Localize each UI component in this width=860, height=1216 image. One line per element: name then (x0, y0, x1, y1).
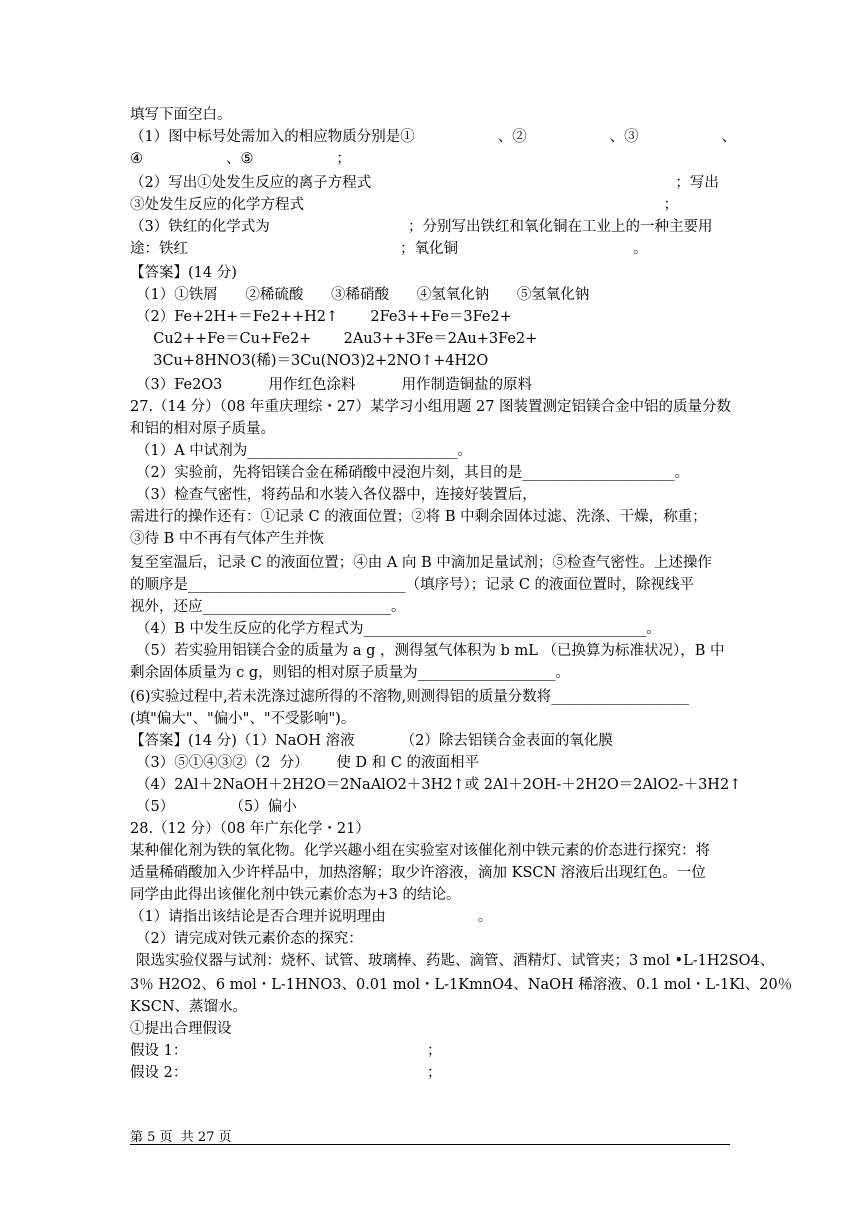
text-line: （4）B 中发生反应的化学方程式为_______________________________________。 (136, 621, 661, 637)
text-line: 和铝的相对原子质量。 (130, 421, 275, 437)
text-line: （1）①铁屑 ②稀硫酸 ③稀硝酸 ④氢氧化钠 ⑤氢氧化钠 (136, 287, 590, 303)
text-line: 【答案】(14 分) (130, 265, 237, 281)
text-line: 限选实验仪器与试剂：烧杯、试管、玻璃棒、药匙、滴管、酒精灯、试管夹；3 mol •L-1H2SO4、 (136, 953, 775, 969)
text-line: 复至室温后，记录 C 的液面位置；④由 A 向 B 中滴加足量试剂；⑤检查气密性。上述操作 (130, 555, 712, 571)
text-line: ④ 、⑤ ； (130, 151, 351, 167)
text-line: （1）图中标号处需加入的相应物质分别是① 、② 、③ 、 (130, 129, 737, 145)
text-line: 【答案】(14 分)（1）NaOH 溶液 （2）除去铝镁合金表面的氧化膜 (130, 733, 613, 749)
text-line: 28.（12 分）（08 年广东化学・21） (130, 821, 370, 837)
text-line: (填"偏大"、"偏小"、"不受影响")。 (130, 711, 356, 727)
text-line: ①提出合理假设 (130, 1021, 232, 1037)
text-line: （3）铁红的化学式为 ；分别写出铁红和氧化铜在工业上的一种主要用 (130, 219, 713, 235)
text-line: （4）2Al＋2NaOH＋2H2O＝2NaAlO2＋3H2↑或 2Al＋2OH-＋2H2O＝2AlO2-＋3H2↑ (136, 777, 742, 793)
text-line: (6)实验过程中,若未洗涤过滤所得的不溶物,则测得铝的质量分数将___________________ (130, 689, 690, 705)
text-line: （2）Fe+2H+＝Fe2++H2↑ 2Fe3++Fe＝3Fe2+ (136, 309, 512, 325)
text-line: 3％ H2O2、6 mol・L-1HNO3、0.01 mol・L-1KmnO4、NaOH 稀溶液、0.1 mol・L-1Kl、20％ (130, 977, 793, 993)
text-line: （1）请指出该结论是否合理并说明理由 。 (130, 909, 493, 925)
page-footer: 第 5 页 共 27 页 (130, 1130, 232, 1145)
text-line: 视外，还应__________________________。 (130, 599, 406, 615)
text-line: （3）Fe2O3 用作红色涂料 用作制造铜盐的原料 (136, 377, 533, 393)
text-line: （2）实验前，先将铝镁合金在稀硝酸中浸泡片刻，其目的是_____________________。 (136, 465, 689, 481)
text-line: 同学由此得出该催化剂中铁元素价态为+3 的结论。 (130, 887, 461, 903)
text-line: KSCN、蒸馏水。 (130, 999, 248, 1015)
text-line: （5）若实验用铝镁合金的质量为 a g ，测得氢气体积为 b mL （已换算为标准状况），B 中 (136, 643, 725, 659)
text-line: 某种催化剂为铁的氧化物。化学兴趣小组在实验室对该催化剂中铁元素的价态进行探究：将 (130, 843, 710, 859)
text-line: ③待 B 中不再有气体产生并恢 (130, 531, 324, 547)
text-line: 27.（14 分）（08 年重庆理综・27）某学习小组用题 27 图装置测定铝镁合金中铝的质量分数 (130, 399, 732, 415)
text-line: （2）请完成对铁元素价态的探究： (136, 931, 363, 947)
text-line: （2）写出①处发生反应的离子方程式 ；写出 (130, 175, 719, 191)
text-line: （3）检查气密性，将药品和水装入各仪器中，连接好装置后， (136, 487, 537, 503)
footer-rule (130, 1144, 730, 1145)
text-line: 假设 2： ； (130, 1065, 442, 1081)
text-line: 3Cu+8HNO3(稀)＝3Cu(NO3)2+2NO↑+4H2O (144, 353, 489, 369)
text-line: 途：铁红 ；氧化铜 。 (130, 241, 648, 257)
text-line: 假设 1： ； (130, 1043, 442, 1059)
text-line: 填写下面空白。 (130, 107, 232, 123)
text-line: 的顺序是______________________________（填序号）；记录 C 的液面位置时，除视线平 (130, 577, 695, 593)
text-line: （3）⑤①④③②（2 分） 使 D 和 C 的液面相平 (136, 755, 479, 771)
text-line: Cu2++Fe＝Cu+Fe2+ 2Au3++3Fe＝2Au+3Fe2+ (144, 331, 538, 347)
text-line: 适量稀硝酸加入少许样品中，加热溶解；取少许溶液，滴加 KSCN 溶液后出现红色。一位 (130, 865, 706, 881)
text-line: （5） （5）偏小 (136, 799, 297, 815)
text-line: 剩余固体质量为 c g，则铝的相对原子质量为___________________。 (130, 665, 570, 681)
text-line: ③处发生反应的化学方程式 ； (130, 197, 679, 213)
text-line: （1）A 中试剂为_____________________________。 (136, 443, 473, 459)
text-line: 需进行的操作还有：①记录 C 的液面位置；②将 B 中剩余固体过滤、洗涤、干燥，称重； (130, 509, 707, 525)
